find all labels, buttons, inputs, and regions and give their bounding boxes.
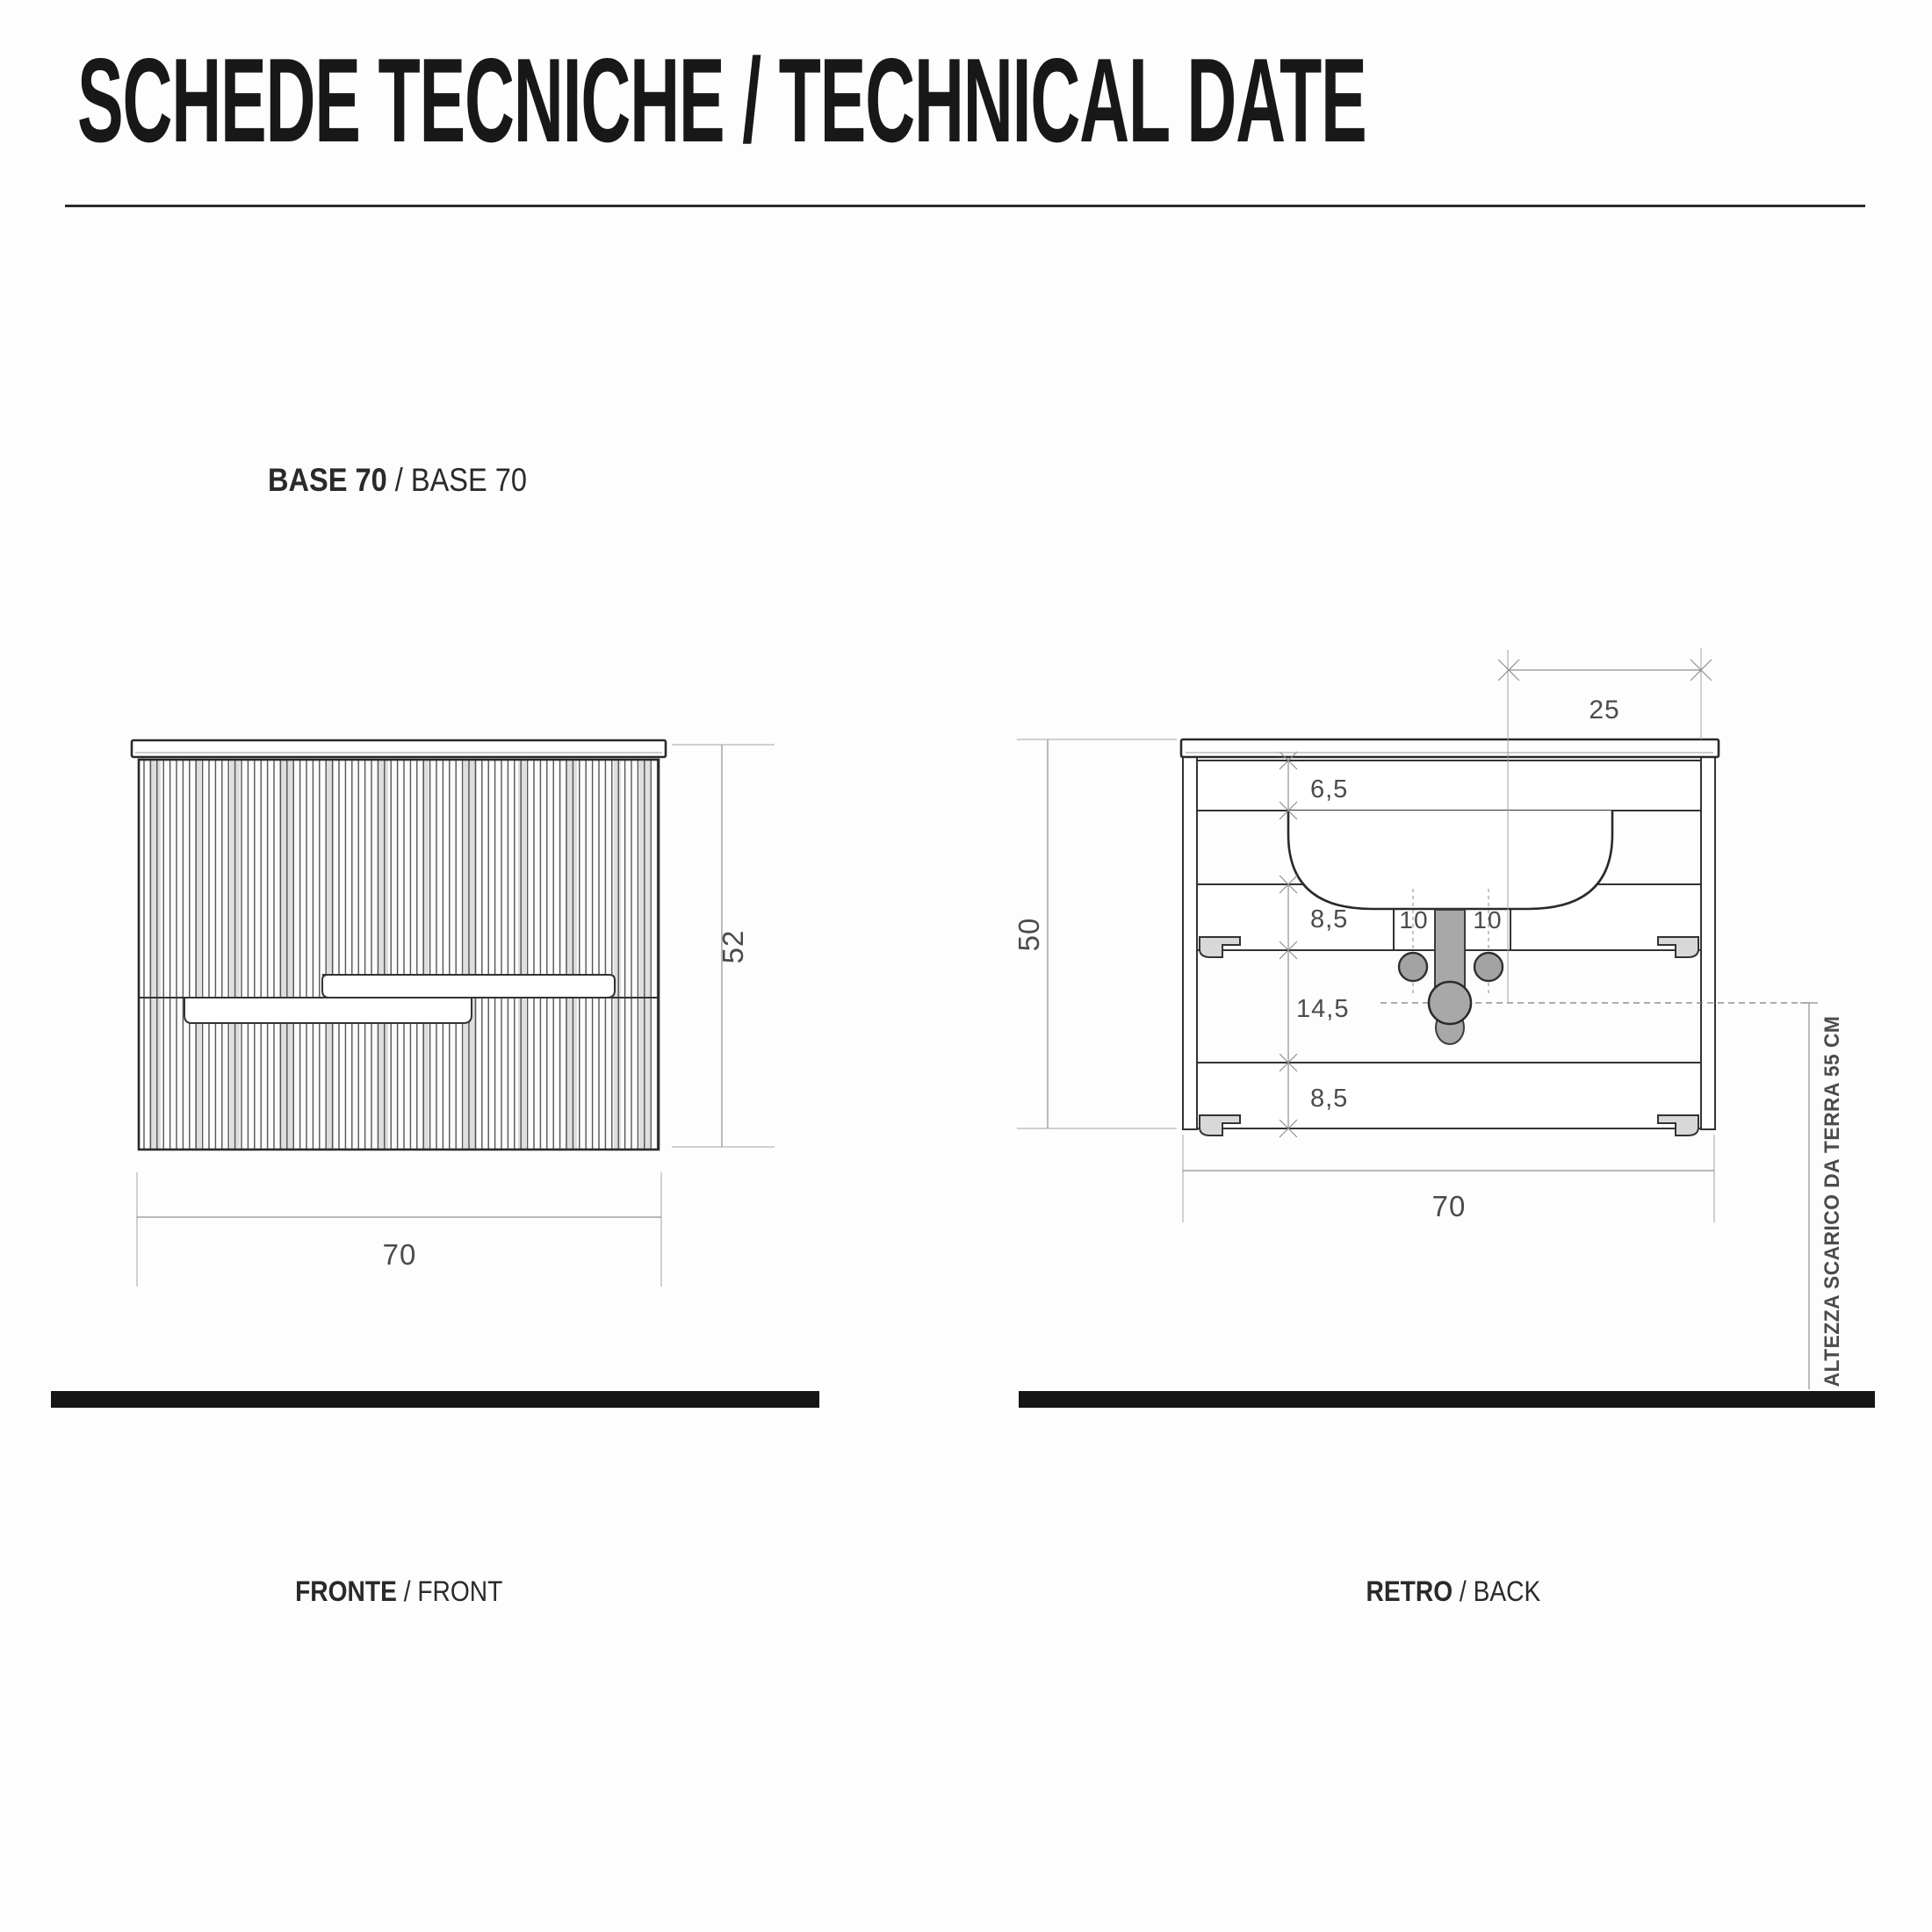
water-inlet-left [1399,953,1427,981]
water-inlet-right [1474,953,1503,981]
front-view-caption [223,1575,574,1608]
back-view-drawing [966,606,1932,1396]
front-lower-handle [184,998,472,1023]
drain-height-dimension [1800,1003,1843,1389]
back-height-label: 50 [1013,917,1045,952]
siphon-body [1429,982,1471,1024]
back-width-label: 70 [1431,1190,1467,1222]
title-underline [65,205,1865,207]
back-gap-label: 14,5 [1296,995,1350,1023]
inlet-left-label: 10 [1399,906,1429,934]
product-label [268,462,527,499]
back-caption-en: BACK [1473,1575,1541,1607]
product-label-en: BASE 70 [410,462,528,498]
back-width-dimension [1183,1135,1714,1222]
product-label-it: BASE 70 [268,462,387,498]
inlet-right-label: 10 [1473,906,1503,934]
front-caption-separator: / [396,1575,418,1607]
back-caption-it: RETRO [1366,1575,1453,1607]
back-top-rail [1197,761,1701,811]
front-cabinet-body [139,760,659,1150]
back-caption-separator: / [1453,1575,1474,1607]
front-height-label: 52 [717,929,749,964]
back-left-wall [1183,757,1197,1129]
front-countertop [132,740,666,757]
page-title: SCHEDE TECNICHE / TECHNICAL DATE [77,33,1366,167]
product-label-separator: / [386,462,411,498]
front-upper-handle [322,975,615,998]
back-bottom-rail-label: 8,5 [1310,1085,1349,1113]
back-right-wall [1701,757,1715,1129]
drain-height-note: ALTEZZA SCARICO DA TERRA 55 CM [1820,1015,1844,1388]
sink-basin [1288,811,1612,909]
back-top-offset-label: 25 [1589,696,1620,724]
back-top-rail-label: 6,5 [1310,775,1349,804]
front-height-dimension [672,745,775,1147]
back-countertop [1181,739,1719,757]
back-mid-rail-label: 8,5 [1310,905,1349,934]
back-view-caption [1278,1575,1629,1608]
front-floor-bar [51,1391,819,1408]
back-gap-dimension [1280,950,1349,1071]
front-caption-it: FRONTE [294,1575,397,1607]
front-width-label: 70 [382,1238,417,1271]
front-caption-en: FRONT [417,1575,503,1607]
back-height-dimension [1013,739,1177,1128]
back-bottom-rail [1197,1063,1701,1128]
front-width-dimension [137,1172,661,1287]
back-floor-bar [1019,1391,1875,1408]
front-view-drawing [35,685,843,1300]
